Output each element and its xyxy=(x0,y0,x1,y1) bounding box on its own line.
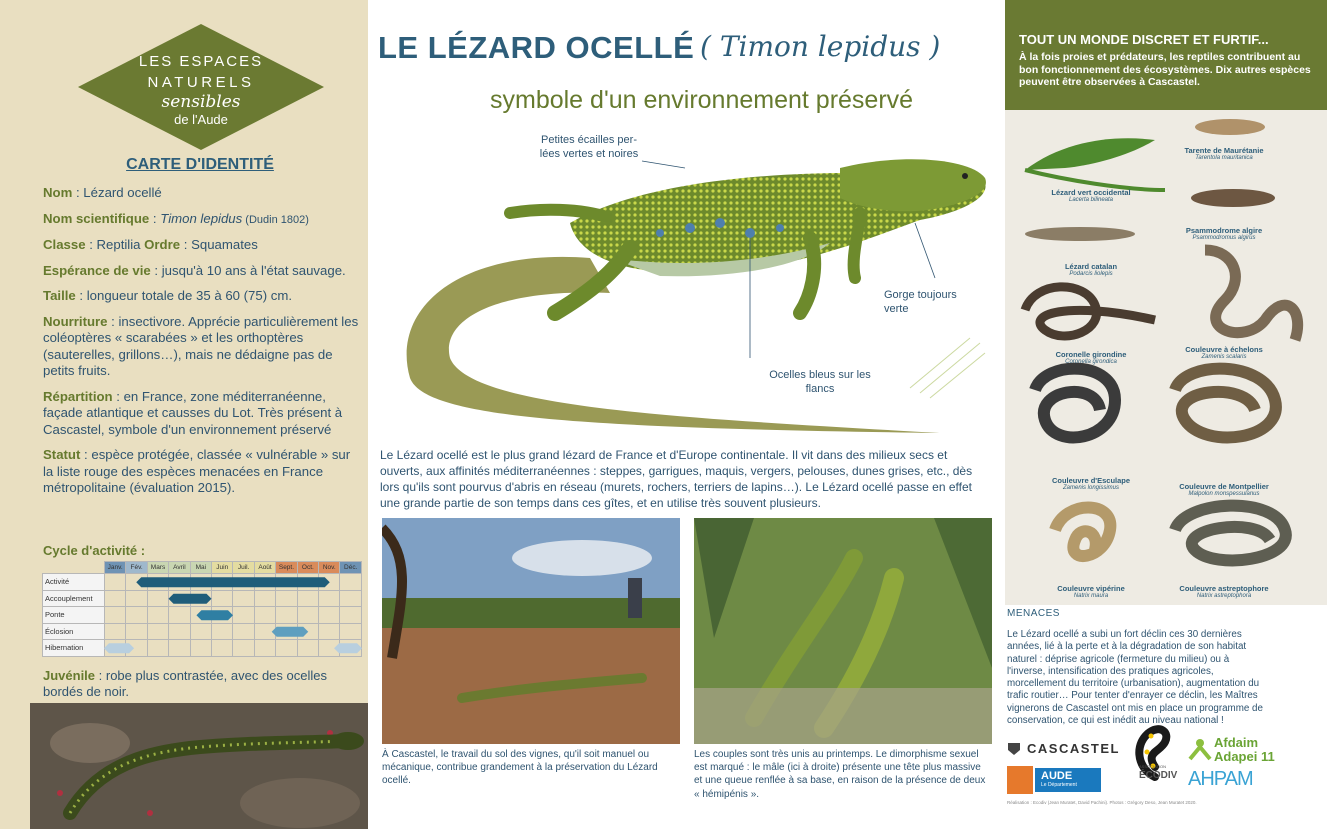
cycle-cell xyxy=(319,590,340,607)
cycle-cell xyxy=(190,574,211,591)
cycle-row-label: Activité xyxy=(43,574,105,591)
cycle-cell xyxy=(254,607,275,624)
species-coronelle: Coronelle girondine Coronella girondica xyxy=(1055,350,1127,365)
cycle-cell xyxy=(233,607,254,624)
species-tarente: Tarente de Maurétanie Tarentola mauritanica xyxy=(1184,146,1264,161)
intro-paragraph: Le Lézard ocellé est le plus grand lézard de France et d'Europe continentale. Il vit dans des milieux secs et ouverts, aux affinités méditerranéennes : steppes, garrigues, maquis, vergers, pelouses, dunes grises, etc., dès lors qu'ils sont pourvus d'abris en réseau (murets, rochers, terriers de lapins…). Le Lézard ocellé passe en effet une grande partie de son temps dans ces gîtes, et en utilise très souvent plusieurs. xyxy=(380,448,973,510)
cycle-cell xyxy=(126,623,147,640)
cycle-cell xyxy=(340,574,362,591)
credits: Réalisation : Ecodiv (Jean Muratet, David Pachini). Photos : Grégory Deso, Jean Muratet 2020. xyxy=(1007,800,1197,805)
cycle-cell xyxy=(340,607,362,624)
cycle-cell xyxy=(212,607,233,624)
logo-line2: NATURELS xyxy=(147,74,255,91)
ecodiv-logo: ASSOCIATION ÉCODIV xyxy=(1125,722,1185,792)
fact-scientific-name: Nom scientifique : Timon lepidus (Dudin 1802) xyxy=(43,210,309,226)
identity-title: CARTE D'IDENTITÉ xyxy=(126,156,274,173)
fact-statut: Statut : espèce protégée, classée « vulnérable » sur la liste rouge des espèces menacées en France métropolitaine (évaluation 2015). xyxy=(43,447,351,495)
photo1-caption: À Cascastel, le travail du sol des vignes, qu'il soit manuel ou mécanique, contribue grandement à la préservation du Lézard ocellé. xyxy=(382,749,658,787)
cycle-cell xyxy=(105,623,126,640)
cycle-cell xyxy=(297,623,318,640)
photo2-caption: Les couples sont très unis au printemps. Le dimorphisme sexuel est marqué : le mâle (ici à droite) présente une tête plus massive et une queue renflée à sa base, en raison de la présence de deux « hémipénis ». xyxy=(694,749,986,800)
vineyard-image xyxy=(382,518,680,744)
threats-title: MENACES xyxy=(1007,608,1060,619)
activity-cycle-table xyxy=(42,561,362,656)
cycle-cell xyxy=(276,574,297,591)
scientific-title: ( Timon lepidus ) xyxy=(700,30,941,63)
cascastel-crest-icon xyxy=(1007,742,1021,756)
cycle-cell xyxy=(212,640,233,657)
cycle-cell xyxy=(147,574,168,591)
cycle-cell xyxy=(212,590,233,607)
fact-nourriture: Nourriture : insectivore. Apprécie particulièrement les coléoptères « scarabées » et les orthoptères (sauterelles, grillons…), mais ne dédaigne pas de petits fruits. xyxy=(43,313,359,378)
cycle-cell xyxy=(233,623,254,640)
fact-juvenile: Juvénile : robe plus contrastée, avec des ocelles bordés de noir. xyxy=(43,668,327,699)
aude-logo: AUDE Le Département xyxy=(1007,766,1101,796)
cycle-month-header: Juil. xyxy=(233,562,254,574)
cycle-cell xyxy=(297,607,318,624)
species-esculape: Couleuvre d'Esculape Zamenis longissimus xyxy=(1051,476,1131,491)
species-lezard-vert: Lézard vert occidental Lacerta bilineata xyxy=(1051,188,1131,203)
juvenile-lizard-image xyxy=(30,703,368,829)
callout-throat: Gorge toujours verte xyxy=(884,289,957,315)
species-psammodrome: Psammodrome algire Psammodromus algirus xyxy=(1185,226,1263,241)
cycle-month-header: Avril xyxy=(169,562,190,574)
cycle-cell xyxy=(105,640,126,657)
cycle-cell xyxy=(212,574,233,591)
cycle-cell xyxy=(297,574,318,591)
species-astreptophore: Couleuvre astreptophore Natrix astreptophora xyxy=(1179,584,1269,599)
couple-photo xyxy=(694,518,992,744)
cycle-cell xyxy=(147,607,168,624)
cycle-cell xyxy=(105,607,126,624)
cycle-cell xyxy=(276,640,297,657)
lizard-drawing xyxy=(380,128,1000,443)
subtitle: symbole d'un environnement préservé xyxy=(490,86,914,114)
species-lezard-catalan: Lézard catalan Podarcis liolepis xyxy=(1064,262,1118,277)
cycle-cell xyxy=(105,590,126,607)
vineyard-photo xyxy=(382,518,680,744)
cycle-cell xyxy=(126,640,147,657)
cycle-month-header: Oct. xyxy=(297,562,318,574)
cycle-cell xyxy=(169,640,190,657)
juvenile-photo xyxy=(30,703,368,829)
cycle-cell xyxy=(254,574,275,591)
cycle-cell xyxy=(276,590,297,607)
logo-line4: de l'Aude xyxy=(174,112,228,127)
afdaim-logo: Afdaim Adapei 11 xyxy=(1188,735,1288,765)
cycle-corner xyxy=(43,562,105,574)
fact-classe: Classe : Reptilia Ordre : Squamates xyxy=(43,237,258,252)
cycle-title: Cycle d'activité : xyxy=(43,543,146,558)
callout-ocelles: Ocelles bleus sur les flancs xyxy=(769,369,871,395)
species-viperine: Couleuvre vipérine Natrix maura xyxy=(1057,584,1125,599)
cycle-cell xyxy=(276,607,297,624)
cycle-month-header: Août xyxy=(254,562,275,574)
reptiles-title: TOUT UN MONDE DISCRET ET FURTIF... xyxy=(1019,32,1269,47)
cycle-cell xyxy=(147,590,168,607)
cycle-cell xyxy=(105,574,126,591)
cycle-cell xyxy=(297,590,318,607)
cycle-row-label: Hibernation xyxy=(43,640,105,657)
afdaim-figure-icon xyxy=(1188,737,1212,761)
reptiles-gallery xyxy=(1005,110,1327,605)
cycle-cell xyxy=(319,623,340,640)
espaces-naturels-logo xyxy=(78,24,324,150)
cycle-cell xyxy=(319,640,340,657)
fact-repartition: Répartition : en France, zone méditerranéenne, façade atlantique et causses du Lot. Très présent à Cascastel, symbole d'un environnement préservé xyxy=(43,388,343,437)
cycle-cell xyxy=(212,623,233,640)
fact-esperance: Espérance de vie : jusqu'à 10 ans à l'état sauvage. xyxy=(43,262,346,278)
cycle-month-header: Sept. xyxy=(276,562,297,574)
fact-taille: Taille : longueur totale de 35 à 60 (75) cm. xyxy=(43,288,293,303)
couple-image xyxy=(694,518,992,744)
cycle-cell xyxy=(340,640,362,657)
cycle-cell xyxy=(340,623,362,640)
cycle-month-header: Déc. xyxy=(340,562,362,574)
cascastel-logo: CASCASTEL xyxy=(1007,741,1117,757)
cycle-row-label: Accouplement xyxy=(43,590,105,607)
cycle-cell xyxy=(169,590,190,607)
cycle-cell xyxy=(319,607,340,624)
cycle-cell xyxy=(233,590,254,607)
cycle-row-label: Ponte xyxy=(43,607,105,624)
ahpam-logo: AHPAM xyxy=(1188,768,1253,790)
species-couleuvre-echelons: Couleuvre à échelons Zamenis scalaris xyxy=(1185,345,1263,360)
cycle-cell xyxy=(254,640,275,657)
cycle-cell xyxy=(169,607,190,624)
cycle-cell xyxy=(276,623,297,640)
cycle-month-header: Mars xyxy=(147,562,168,574)
cycle-cell xyxy=(340,590,362,607)
aude-mark-icon xyxy=(1007,766,1033,794)
identity-panel xyxy=(0,0,368,829)
cycle-cell xyxy=(126,607,147,624)
cycle-cell xyxy=(297,640,318,657)
cycle-cell xyxy=(169,574,190,591)
logo-line3: sensibles xyxy=(161,92,241,112)
threats-paragraph: Le Lézard ocellé a subi un fort déclin ces 30 dernières années, lié à la perte et à la dégradation de son habitat naturel : déprise agricole (fermeture du milieu) ou à l'inverse, intensification des pratiques agricoles, morcellement du territoire (urbanisation), augmentation du trafic routier… Pour tenter d'enrayer ce déclin, les Maîtres vignerons de Cascastel ont mis en place un programme de conservation, ce qui est inédit au niveau national ! xyxy=(1007,629,1263,727)
identity-facts xyxy=(43,185,363,506)
cycle-month-header: Mai xyxy=(190,562,211,574)
cycle-cell xyxy=(147,623,168,640)
cycle-cell xyxy=(319,574,340,591)
main-title: LE LÉZARD OCELLÉ xyxy=(378,30,695,65)
cycle-cell xyxy=(190,607,211,624)
cycle-row-label: Éclosion xyxy=(43,623,105,640)
cycle-month-header: Juin xyxy=(212,562,233,574)
cycle-cell xyxy=(254,590,275,607)
cycle-cell xyxy=(233,640,254,657)
cycle-month-header: Fév. xyxy=(126,562,147,574)
logo-line1: LES ESPACES xyxy=(138,53,264,70)
cycle-month-header: Nov. xyxy=(319,562,340,574)
cycle-cell xyxy=(169,623,190,640)
cycle-cell xyxy=(126,574,147,591)
cycle-cell xyxy=(190,640,211,657)
cycle-cell xyxy=(233,574,254,591)
callout-scales: Petites écailles per- lées vertes et noires xyxy=(539,134,639,160)
cycle-month-header: Janv. xyxy=(105,562,126,574)
cycle-cell xyxy=(190,623,211,640)
reptiles-intro: À la fois proies et prédateurs, les reptiles contribuent au bon fonctionnement des écosystèmes. Dix autres espèces peuvent être observées à Cascastel. xyxy=(1019,51,1311,89)
cycle-cell xyxy=(147,640,168,657)
cycle-cell xyxy=(190,590,211,607)
species-montpellier: Couleuvre de Montpellier Malpolon monspessulanus xyxy=(1179,482,1269,497)
cycle-cell xyxy=(254,623,275,640)
fact-nom: Nom : Lézard ocellé xyxy=(43,185,162,200)
cycle-cell xyxy=(126,590,147,607)
ocellated-lizard-illustration xyxy=(380,128,1000,443)
